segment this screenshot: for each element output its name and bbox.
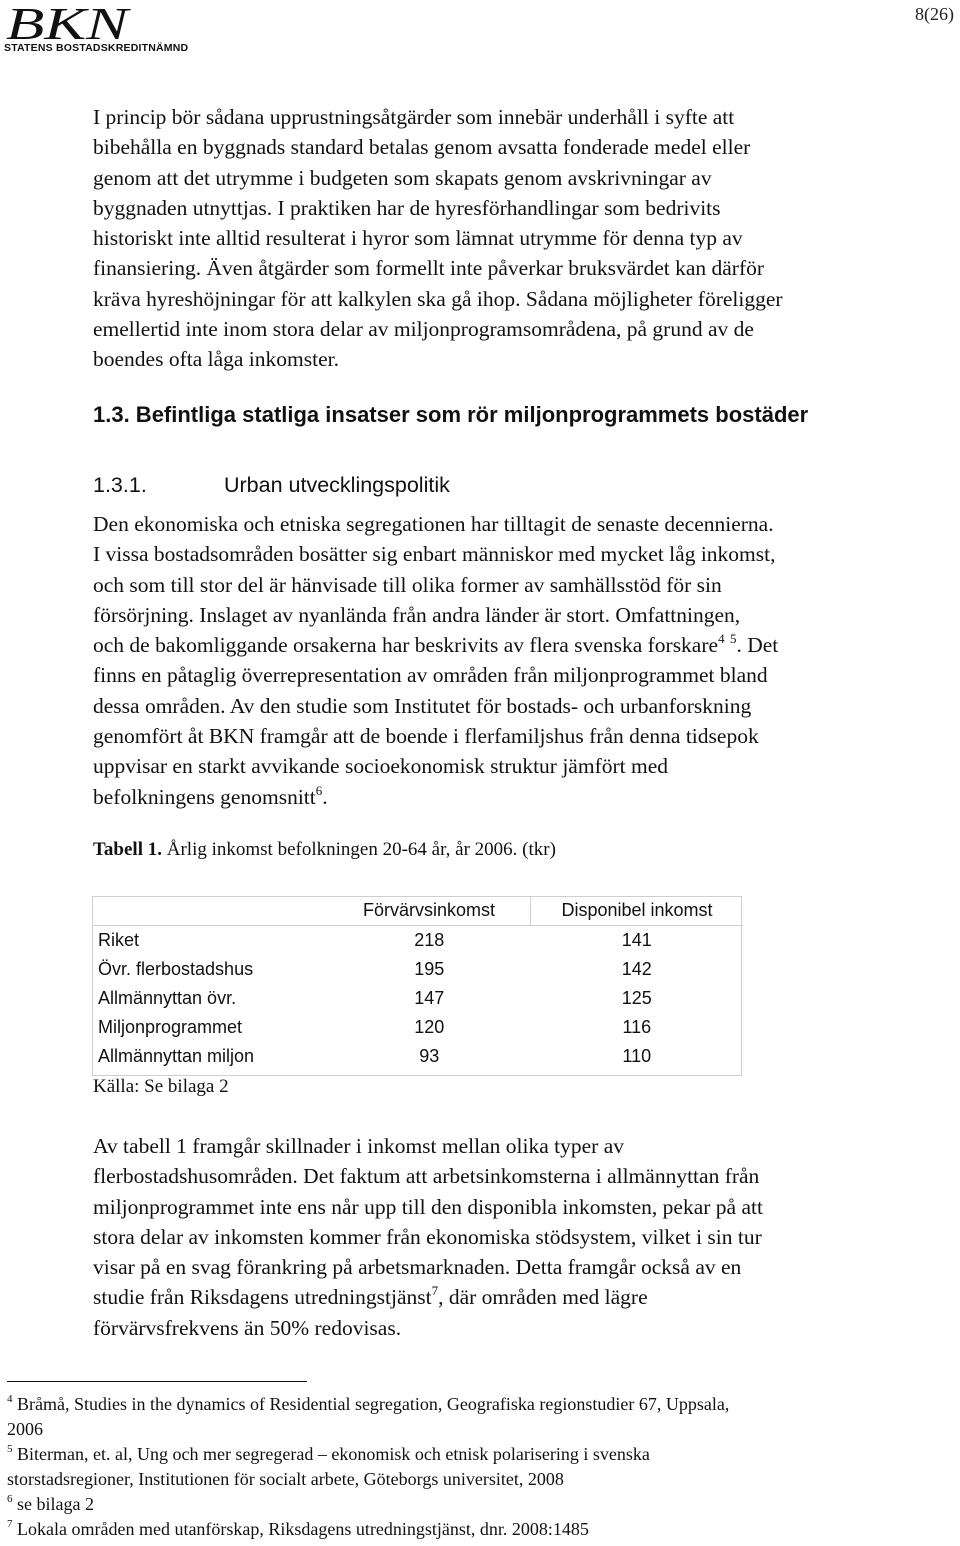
- text-line: miljonprogrammet inte ens når upp till den disponibla inkomsten, pekar på att: [93, 1194, 763, 1219]
- footnote-number: 5: [7, 1443, 13, 1455]
- footnote-number: 4: [7, 1393, 13, 1405]
- text-line: Av tabell 1 framgår skillnader i inkomst mellan olika typer av: [93, 1134, 624, 1158]
- paragraph-2: [93, 509, 960, 812]
- table-cell-value: 147: [414, 988, 445, 1008]
- paragraph-1: [93, 102, 960, 375]
- footnote-number: 7: [7, 1518, 13, 1530]
- footnote-text: Biterman, et. al, Ung och mer segregerad – ekonomisk och etnisk polarisering i svenska: [17, 1444, 650, 1464]
- table-header-row: [92, 896, 743, 926]
- bkn-logo: [4, 2, 189, 56]
- text-segment: , där områden med lägre: [438, 1285, 648, 1310]
- table-cell-label: Allmännyttan övr.: [98, 988, 237, 1008]
- footnote-ref-7[interactable]: 7: [431, 1283, 439, 1299]
- table-caption: [93, 839, 556, 861]
- table-header-cell: Disponibel inkomst: [531, 896, 744, 926]
- table-cell-label: Övr. flerbostadshus: [98, 959, 254, 979]
- footnote-ref-4[interactable]: 4: [718, 631, 725, 647]
- footnote-6: [7, 1492, 947, 1517]
- table-cell-value: 116: [622, 1017, 652, 1037]
- text-line: genomfört åt BKN framgår att de boende i flerfamiljshus från denna tidsepok: [93, 724, 759, 749]
- footnote-separator: [7, 1381, 307, 1382]
- text-line: finansiering. Även åtgärder som formellt inte påverkar bruksvärdet kan därför: [93, 256, 765, 281]
- table-cell-value: 125: [621, 988, 652, 1008]
- footnote-7: [7, 1517, 947, 1542]
- table-cell-label: Riket: [98, 930, 140, 950]
- table-header-cell: Förvärvsinkomst: [328, 896, 531, 926]
- paragraph-3: [93, 1131, 960, 1343]
- footnote-ref-5[interactable]: 5: [729, 631, 737, 647]
- text-segment: befolkningens genomsnitt: [93, 784, 316, 809]
- text-segment: studie från Riksdagens utredningstjänst: [93, 1285, 432, 1310]
- text-line: flerbostadshusområden. Det faktum att arbetsinkomsterna i allmännyttan från: [93, 1164, 760, 1189]
- text-segment: .: [322, 784, 328, 809]
- table-caption-label: Tabell 1.: [93, 839, 162, 860]
- footnote-text: Bråmå, Studies in the dynamics of Residential segregation, Geografiska regionstudier 67, Uppsala,: [17, 1394, 730, 1414]
- text-line: [93, 782, 960, 812]
- bkn-logo-mark-icon: [4, 2, 134, 44]
- footnote-text: Lokala områden med utanförskap, Riksdagens utredningstjänst, dnr. 2008:1485: [17, 1519, 589, 1539]
- text-line: och som till stor del är hänvisade till olika former av samhällsstöd för sin: [93, 572, 722, 597]
- table-cell-value: 110: [622, 1046, 652, 1066]
- table-cell-value: 142: [621, 959, 652, 979]
- text-line: historiskt inte alltid resulterat i hyror som lämnat utrymme för denna typ av: [93, 226, 743, 251]
- text-line: försörjning. Inslaget av nyanlända från andra länder är stort. Omfattningen,: [93, 602, 741, 627]
- text-line: genom att det utrymme i budgeten som skapats genom avskrivningar av: [93, 165, 712, 190]
- footnotes: [7, 1392, 947, 1542]
- footnote-number: 6: [7, 1493, 13, 1505]
- svg-text:BKN: BKN: [6, 2, 132, 44]
- table-row: [92, 926, 743, 956]
- table-row: [92, 1042, 743, 1071]
- text-line: kräva hyreshöjningar för att kalkylen ska gå ihop. Sådana möjligheter föreligger: [93, 286, 783, 311]
- footnote-5-cont: storstadsregioner, Institutionen för socialt arbete, Göteborgs universitet, 2008: [7, 1469, 564, 1489]
- text-segment: . Det: [736, 633, 779, 658]
- text-line: Den ekonomiska och etniska segregationen har tilltagit de senaste decennierna.: [93, 512, 774, 536]
- text-line: I princip bör sådana upprustningsåtgärder som innebär underhåll i syfte att: [93, 105, 735, 129]
- text-segment: och de bakomliggande orsakerna har beskrivits av flera svenska forskare: [93, 633, 719, 658]
- income-table: [92, 896, 743, 1071]
- table-source: Källa: Se bilaga 2: [93, 1076, 229, 1097]
- footnote-5: [7, 1442, 947, 1467]
- text-line: byggnaden utnyttjas. I praktiken har de hyresförhandlingar som bedrivits: [93, 195, 721, 220]
- text-line: dessa områden. Av den studie som Institutet för bostads- och urbanforskning: [93, 693, 752, 718]
- text-line: bibehålla en byggnads standard betalas genom avsatta fonderade medel eller: [93, 135, 751, 160]
- table-row: [92, 1013, 743, 1042]
- subsection-heading: [93, 473, 450, 498]
- text-line: emellertid inte inom stora delar av miljonprogramsområdena, på grund av de: [93, 317, 754, 342]
- subsection-title: Urban utvecklingspolitik: [224, 473, 450, 497]
- table-cell-value: 195: [414, 959, 445, 979]
- footnote-text: se bilaga 2: [17, 1494, 94, 1514]
- table-cell-label: Miljonprogrammet: [98, 1017, 243, 1037]
- table-cell-value: 93: [419, 1046, 440, 1066]
- table-row: [92, 955, 743, 984]
- text-line: stora delar av inkomsten kommer från ekonomiska stödsystem, vilket i sin tur: [93, 1224, 762, 1249]
- table-cell-value: 120: [414, 1017, 445, 1037]
- table-row: [92, 984, 743, 1013]
- text-line: I vissa bostadsområden bosätter sig enbart människor med mycket låg inkomst,: [93, 542, 776, 567]
- footnote-ref-6[interactable]: 6: [315, 782, 323, 798]
- section-heading: 1.3. Befintliga statliga insatser som rör miljonprogrammets bostäder: [93, 402, 809, 427]
- table-caption-text: Årlig inkomst befolkningen 20-64 år, år 2006. (tkr): [166, 839, 556, 860]
- text-line: [93, 630, 960, 660]
- text-line: förvärvsfrekvens än 50% redovisas.: [93, 1315, 402, 1340]
- table-cell-value: 218: [414, 930, 445, 950]
- table-cell-value: 141: [621, 930, 652, 950]
- table-cell-label: Allmännyttan miljon: [98, 1046, 255, 1066]
- page-number: 8(26): [915, 4, 954, 24]
- text-line: boendes ofta låga inkomster.: [93, 347, 339, 372]
- footnote-4: [7, 1392, 947, 1417]
- subsection-number: 1.3.1.: [93, 473, 147, 497]
- footnote-4-cont: 2006: [7, 1419, 43, 1439]
- org-name: STATENS BOSTADSKREDITNÄMND: [4, 42, 189, 54]
- table-header-cell: [92, 896, 328, 926]
- text-line: finns en påtaglig överrepresentation av områden från miljonprogrammet bland: [93, 663, 768, 688]
- text-line: [93, 1282, 960, 1312]
- text-line: uppvisar en starkt avvikande socioekonomisk struktur jämfört med: [93, 754, 668, 779]
- text-line: visar på en svag förankring på arbetsmarknaden. Detta framgår också av en: [93, 1255, 742, 1280]
